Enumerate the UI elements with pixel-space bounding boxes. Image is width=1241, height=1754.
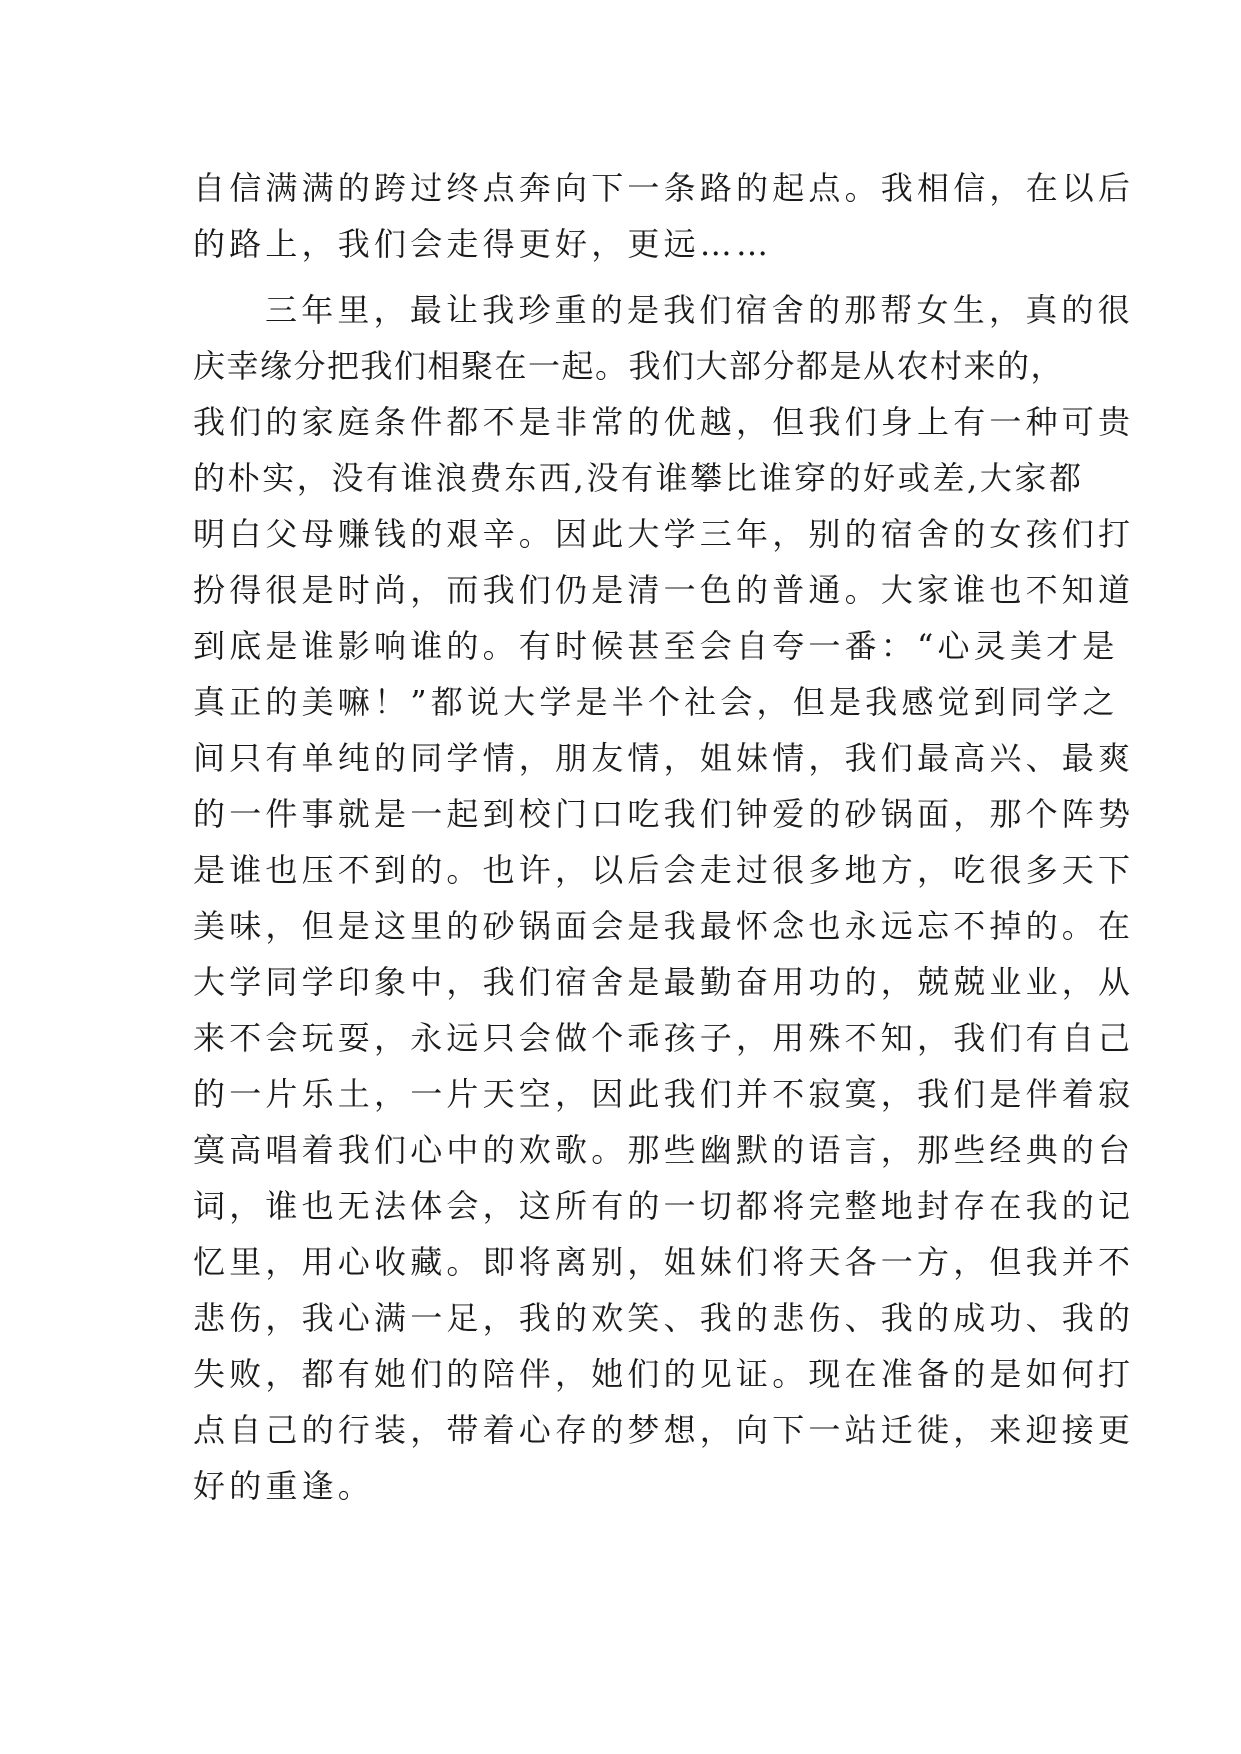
text-line: 失败，都有她们的陪伴，她们的见证。现在准备的是如何打 xyxy=(193,1355,1135,1393)
text-line: 好的重逢。 xyxy=(193,1467,375,1505)
text-line: 真正的美嘛！”都说大学是半个社会，但是我感觉到同学之 xyxy=(193,683,1119,721)
text-line-indented: 三年里，最让我珍重的是我们宿舍的那帮女生，真的很 xyxy=(265,291,1134,329)
text-line: 悲伤，我心满一足，我的欢笑、我的悲伤、我的成功、我的 xyxy=(193,1299,1135,1337)
text-line: 寞高唱着我们心中的欢歌。那些幽默的语言，那些经典的台 xyxy=(193,1131,1135,1169)
text-line: 大学同学印象中，我们宿舍是最勤奋用功的，兢兢业业，从 xyxy=(193,963,1135,1001)
text-line: 我们的家庭条件都不是非常的优越，但我们身上有一种可贵 xyxy=(193,403,1135,441)
text-line: 是谁也压不到的。也许，以后会走过很多地方，吃很多天下 xyxy=(193,851,1135,889)
text-line: 的一片乐土，一片天空，因此我们并不寂寞，我们是伴着寂 xyxy=(193,1075,1135,1113)
document-body xyxy=(193,160,1135,1514)
text-line: 词，谁也无法体会，这所有的一切都将完整地封存在我的记 xyxy=(193,1187,1135,1225)
paragraph-gap xyxy=(193,272,1053,282)
text-line: 美味，但是这里的砂锅面会是我最怀念也永远忘不掉的。在 xyxy=(193,907,1135,945)
text-line: 的朴实，没有谁浪费东西,没有谁攀比谁穿的好或差,大家都 xyxy=(193,459,1084,497)
text-line: 间只有单纯的同学情，朋友情，姐妹情，我们最高兴、最爽 xyxy=(193,739,1135,777)
text-line: 来不会玩耍，永远只会做个乖孩子，用殊不知，我们有自己 xyxy=(193,1019,1135,1057)
text-line: 自信满满的跨过终点奔向下一条路的起点。我相信，在以后 xyxy=(193,169,1135,207)
text-line: 点自己的行装，带着心存的梦想，向下一站迁徙，来迎接更 xyxy=(193,1411,1135,1449)
paragraph-1 xyxy=(193,160,1135,272)
text-line: 的一件事就是一起到校门口吃我们钟爱的砂锅面，那个阵势 xyxy=(193,795,1135,833)
text-line: 明白父母赚钱的艰辛。因此大学三年，别的宿舍的女孩们打 xyxy=(193,515,1135,553)
text-line: 的路上，我们会走得更好，更远…… xyxy=(193,225,773,263)
text-line: 忆里，用心收藏。即将离别，姐妹们将天各一方，但我并不 xyxy=(193,1243,1135,1281)
text-line: 到底是谁影响谁的。有时候甚至会自夸一番：“心灵美才是 xyxy=(193,627,1119,665)
text-line: 扮得很是时尚，而我们仍是清一色的普通。大家谁也不知道 xyxy=(193,571,1135,609)
text-line: 庆幸缘分把我们相聚在一起。我们大部分都是从农村来的， xyxy=(193,347,1065,385)
paragraph-2 xyxy=(193,282,1135,1514)
